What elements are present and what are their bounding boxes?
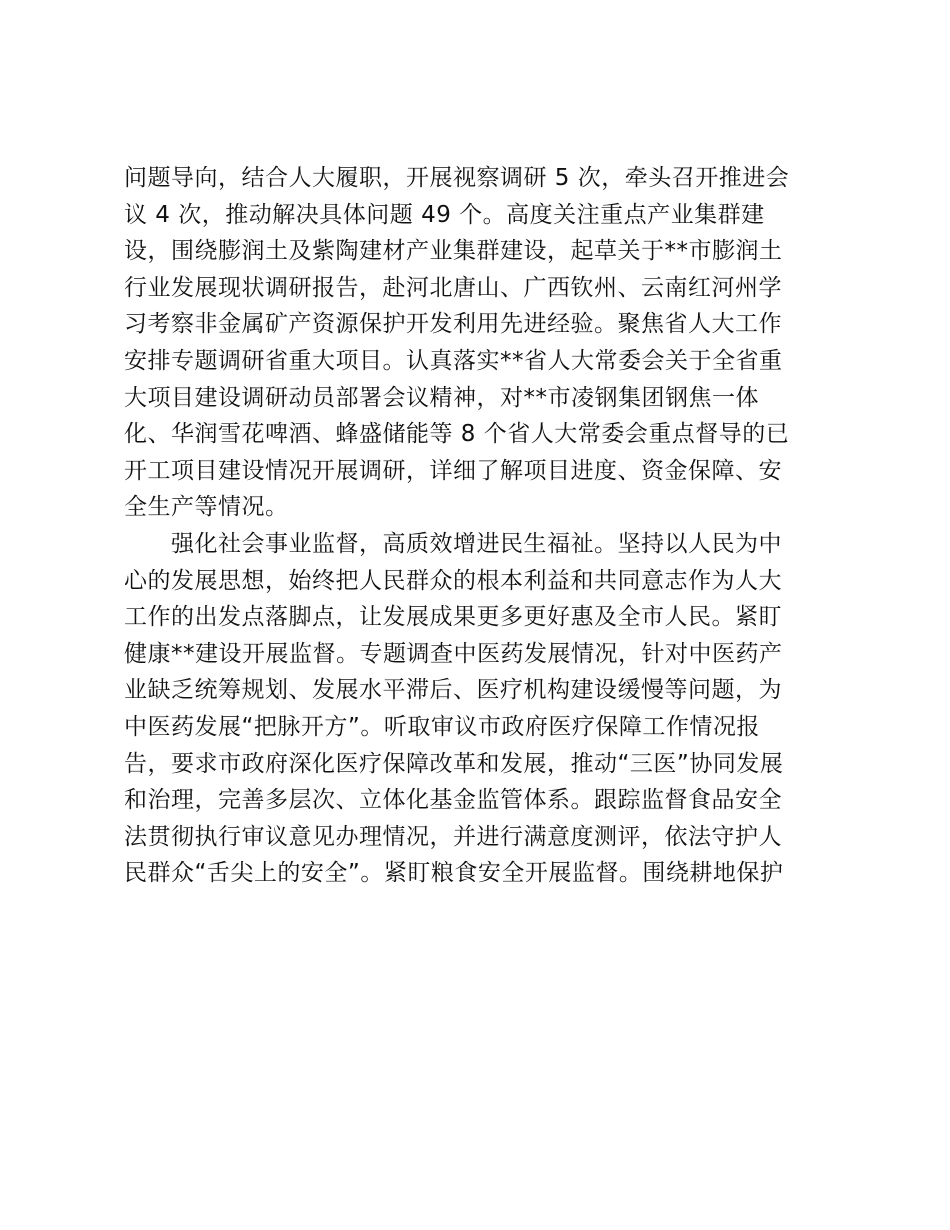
- text-line: 化、华润雪花啤酒、蜂盛储能等 8 个省人大常委会重点督导的已: [124, 421, 790, 448]
- text-line: 告，要求市政府深化医疗保障改革和发展，推动“三医”协同发展: [124, 750, 784, 777]
- text-line: 议 4 次，推动解决具体问题 49 个。高度关注重点产业集群建: [124, 201, 765, 228]
- text-line: 全生产等情况。: [124, 494, 289, 521]
- text-line: 设，围绕膨润土及紫陶建材产业集群建设，起草关于**市膨润土: [124, 238, 783, 265]
- text-line: 问题导向，结合人大履职，开展视察调研 5 次，牵头召开推进会: [124, 165, 790, 191]
- text-line: 法贯彻执行审议意见办理情况，并进行满意度测评，依法守护人: [124, 823, 782, 850]
- text-line: 安排专题调研省重大项目。认真落实**省人大常委会关于全省重: [124, 347, 783, 374]
- text-line: 和治理，完善多层次、立体化基金监管体系。跟踪监督食品安全: [124, 787, 782, 814]
- text-line: 健康**建设开展监督。专题调查中医药发展情况，针对中医药产: [124, 640, 783, 667]
- text-line: 业缺乏统筹规划、发展水平滞后、医疗机构建设缓慢等问题，为: [124, 677, 782, 704]
- text-line: 中医药发展“把脉开方”。听取审议市政府医疗保障工作情况报: [124, 713, 760, 740]
- text-line: 开工项目建设情况开展调研，详细了解项目进度、资金保障、安: [124, 457, 782, 484]
- text-line: 习考察非金属矿产资源保护开发利用先进经验。聚焦省人大工作: [124, 311, 782, 338]
- text-line: 民群众“舌尖上的安全”。紧盯粮食安全开展监督。围绕耕地保护: [124, 860, 784, 887]
- text-line: 心的发展思想，始终把人民群众的根本利益和共同意志作为人大: [124, 567, 782, 594]
- paragraph-first-line: 强化社会事业监督，高质效增进民生福祉。坚持以人民为中: [171, 530, 782, 557]
- text-line: 工作的出发点落脚点，让发展成果更多更好惠及全市人民。紧盯: [124, 604, 782, 631]
- document-body: [124, 160, 824, 892]
- text-line: 行业发展现状调研报告，赴河北唐山、广西钦州、云南红河州学: [124, 274, 782, 301]
- text-line: 大项目建设调研动员部署会议精神，对**市凌钢集团钢焦一体: [124, 384, 759, 411]
